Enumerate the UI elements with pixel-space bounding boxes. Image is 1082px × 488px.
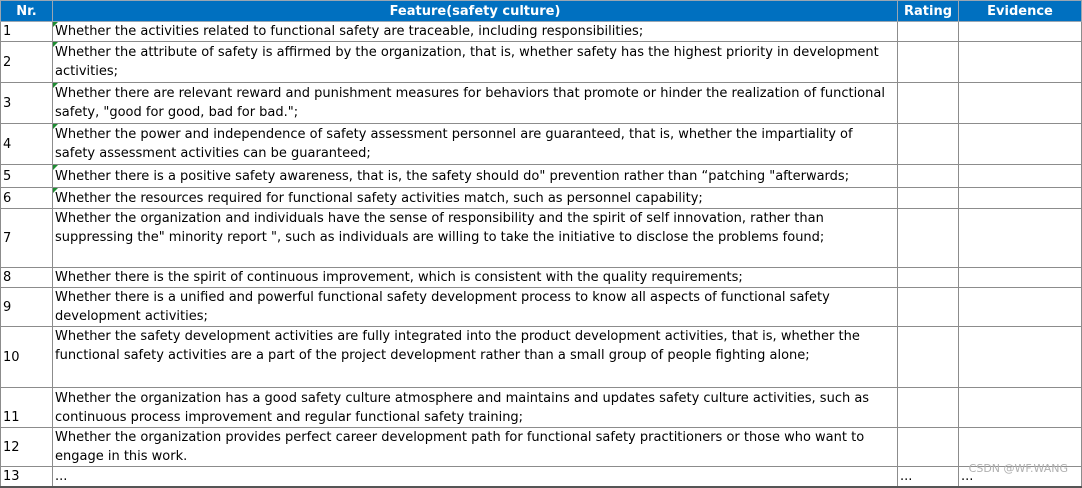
cell-feature[interactable]: Whether the attribute of safety is affirmed by the organization, that is, whether safety has the highest priority in development activities; xyxy=(53,42,898,83)
table-row xyxy=(1,165,1082,188)
header-evidence[interactable]: Evidence xyxy=(959,1,1082,22)
table-row xyxy=(1,467,1082,488)
cell-evidence[interactable] xyxy=(959,83,1082,124)
cell-nr[interactable]: 11 xyxy=(1,388,53,428)
cell-rating[interactable] xyxy=(898,327,959,388)
cell-nr[interactable]: 13 xyxy=(1,467,53,488)
cell-evidence[interactable] xyxy=(959,288,1082,327)
header-rating[interactable]: Rating xyxy=(898,1,959,22)
cell-evidence[interactable] xyxy=(959,388,1082,428)
cell-rating[interactable] xyxy=(898,83,959,124)
cell-feature[interactable]: Whether the organization has a good safety culture atmosphere and maintains and updates safety culture activities, such as continuous process improvement and regular functional safety training; xyxy=(53,388,898,428)
cell-evidence[interactable] xyxy=(959,124,1082,165)
cell-evidence[interactable]: ... xyxy=(959,467,1082,488)
cell-feature[interactable]: Whether the safety development activities are fully integrated into the product development activities, that is, whether the functional safety activities are a part of the project development rather than a small group of people fighting alone; xyxy=(53,327,898,388)
cell-feature[interactable]: Whether there are relevant reward and punishment measures for behaviors that promote or hinder the realization of functional safety, "good for good, bad for bad."; xyxy=(53,83,898,124)
cell-nr[interactable]: 12 xyxy=(1,428,53,467)
cell-rating[interactable] xyxy=(898,428,959,467)
cell-evidence[interactable] xyxy=(959,188,1082,209)
watermark: CSDN @WF.WANG xyxy=(968,462,1068,475)
cell-feature[interactable]: Whether there is a positive safety awareness, that is, the safety should do" prevention rather than “patching "afterwards; xyxy=(53,165,898,188)
cell-feature[interactable]: Whether there is the spirit of continuous improvement, which is consistent with the quality requirements; xyxy=(53,268,898,288)
cell-nr[interactable]: 6 xyxy=(1,188,53,209)
cell-nr[interactable]: 1 xyxy=(1,22,53,42)
cell-nr[interactable]: 7 xyxy=(1,209,53,268)
table-row xyxy=(1,428,1082,467)
table-row xyxy=(1,42,1082,83)
cell-nr[interactable]: 5 xyxy=(1,165,53,188)
cell-evidence[interactable] xyxy=(959,42,1082,83)
table-row xyxy=(1,124,1082,165)
cell-feature[interactable]: Whether the power and independence of safety assessment personnel are guaranteed, that is, whether the impartiality of safety assessment activities can be guaranteed; xyxy=(53,124,898,165)
header-nr[interactable]: Nr. xyxy=(1,1,53,22)
cell-rating[interactable] xyxy=(898,188,959,209)
header-row xyxy=(1,1,1082,22)
cell-nr[interactable]: 4 xyxy=(1,124,53,165)
cell-nr[interactable]: 8 xyxy=(1,268,53,288)
table-row xyxy=(1,22,1082,42)
cell-nr[interactable]: 9 xyxy=(1,288,53,327)
cell-feature[interactable]: Whether the activities related to functional safety are traceable, including responsibilities; xyxy=(53,22,898,42)
cell-rating[interactable]: ... xyxy=(898,467,959,488)
cell-rating[interactable] xyxy=(898,42,959,83)
cell-rating[interactable] xyxy=(898,388,959,428)
cell-feature[interactable]: Whether the organization and individuals have the sense of responsibility and the spirit of self innovation, rather than suppressing the" minority report ", such as individuals are willing to take the initiative to disclose the problems found; xyxy=(53,209,898,268)
cell-rating[interactable] xyxy=(898,288,959,327)
cell-feature[interactable]: ... xyxy=(53,467,898,488)
cell-rating[interactable] xyxy=(898,209,959,268)
cell-feature[interactable]: Whether the organization provides perfect career development path for functional safety practitioners or those who want to engage in this work. xyxy=(53,428,898,467)
cell-rating[interactable] xyxy=(898,165,959,188)
header-feature[interactable]: Feature(safety culture) xyxy=(53,1,898,22)
cell-rating[interactable] xyxy=(898,124,959,165)
cell-evidence[interactable] xyxy=(959,268,1082,288)
table-row xyxy=(1,268,1082,288)
table-row xyxy=(1,388,1082,428)
table-row xyxy=(1,288,1082,327)
cell-rating[interactable] xyxy=(898,22,959,42)
table-row xyxy=(1,188,1082,209)
cell-nr[interactable]: 10 xyxy=(1,327,53,388)
table-row xyxy=(1,209,1082,268)
cell-evidence[interactable] xyxy=(959,165,1082,188)
cell-nr[interactable]: 3 xyxy=(1,83,53,124)
cell-feature[interactable]: Whether there is a unified and powerful functional safety development process to know all aspects of functional safety development activities; xyxy=(53,288,898,327)
cell-evidence[interactable] xyxy=(959,428,1082,467)
cell-nr[interactable]: 2 xyxy=(1,42,53,83)
cell-evidence[interactable] xyxy=(959,327,1082,388)
cell-feature[interactable]: Whether the resources required for functional safety activities match, such as personnel capability; xyxy=(53,188,898,209)
cell-rating[interactable] xyxy=(898,268,959,288)
table-row xyxy=(1,327,1082,388)
cell-evidence[interactable] xyxy=(959,22,1082,42)
table-row xyxy=(1,83,1082,124)
cell-evidence[interactable] xyxy=(959,209,1082,268)
